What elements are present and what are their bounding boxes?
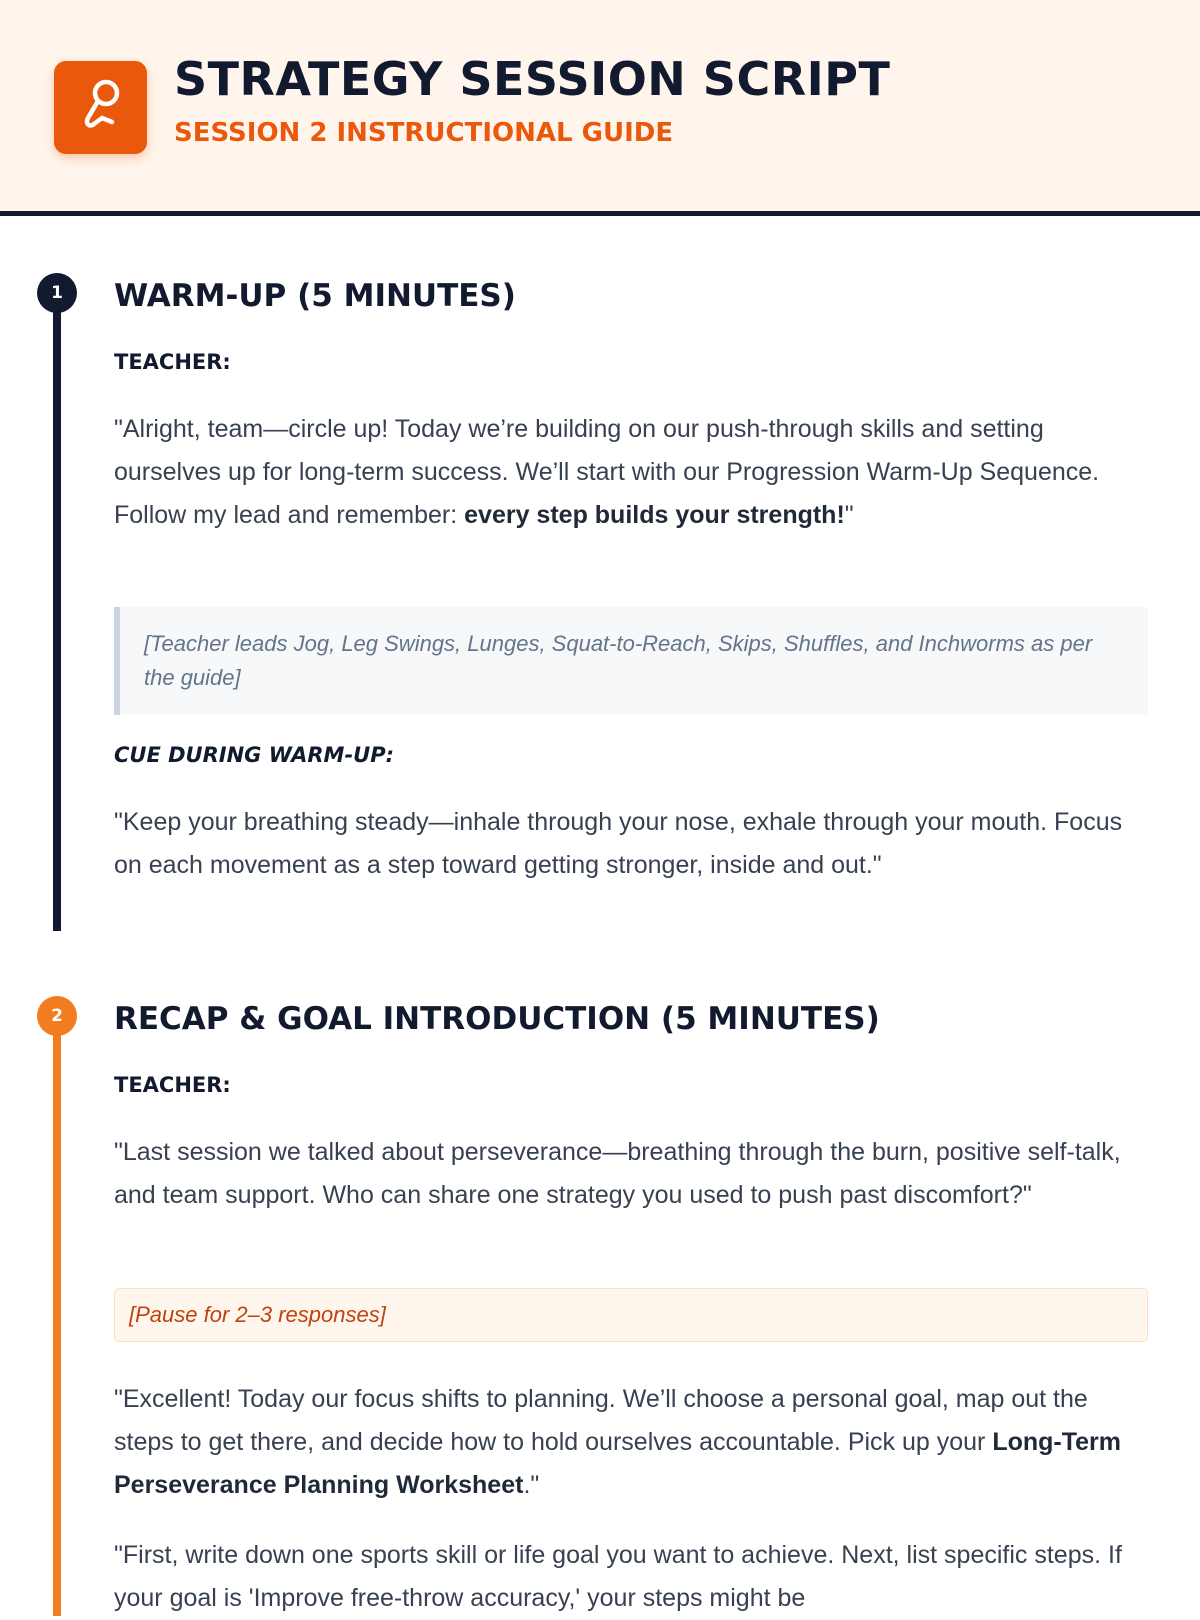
emphasis-text: every step builds your strength!	[464, 501, 845, 529]
timeline-line	[53, 1016, 61, 1616]
teacher-label: TEACHER:	[114, 350, 231, 374]
focus-script: "Excellent! Today our focus shifts to planning. We’ll choose a personal goal, map out the steps to get there, and decide how to hold ourselves accountable. Pick up your Long-Term Perseverance Planning Worksheet."	[114, 1385, 1122, 1499]
timeline-line	[53, 293, 61, 931]
page-title: STRATEGY SESSION SCRIPT	[174, 52, 891, 106]
teacher-label: TEACHER:	[114, 1073, 231, 1097]
teacher-script: "Last session we talked about perseverance—breathing through the burn, positive self-talk, and team support. Who can share one strategy you used to push past discomfort?"	[114, 1138, 1121, 1209]
section-title: WARM-UP (5 MINUTES)	[114, 278, 516, 314]
step-number-badge: 1	[37, 273, 77, 313]
pause-note: [Pause for 2–3 responses]	[114, 1288, 1148, 1342]
section-title: RECAP & GOAL INTRODUCTION (5 MINUTES)	[114, 1001, 880, 1037]
logo-badge	[54, 61, 147, 154]
page-header	[0, 0, 1200, 216]
page-subtitle: SESSION 2 INSTRUCTIONAL GUIDE	[174, 118, 674, 148]
cue-label: CUE DURING WARM-UP:	[114, 743, 395, 767]
worksheet-name: Long-Term Perseverance Planning Worksheet	[114, 1428, 1122, 1499]
instructions-script: "First, write down one sports skill or life goal you want to achieve. Next, list specific steps. If your goal is 'Improve free-throw accuracy,' your steps might be	[114, 1541, 1122, 1612]
stage-direction-note: [Teacher leads Jog, Leg Swings, Lunges, Squat-to-Reach, Skips, Shuffles, and Inchworms as per the guide]	[114, 607, 1148, 715]
teacher-script: "Alright, team—circle up! Today we’re building on our push-through skills and setting ourselves up for long-term success. We’ll start with our Progression Warm-Up Sequence. Follow my lead and remember: every step builds your strength!"	[114, 415, 1100, 529]
microphone-icon	[79, 78, 123, 137]
step-number-badge: 2	[37, 996, 77, 1036]
cue-script: "Keep your breathing steady—inhale through your nose, exhale through your mouth. Focus on each movement as a step toward getting stronger, inside and out."	[114, 808, 1123, 879]
